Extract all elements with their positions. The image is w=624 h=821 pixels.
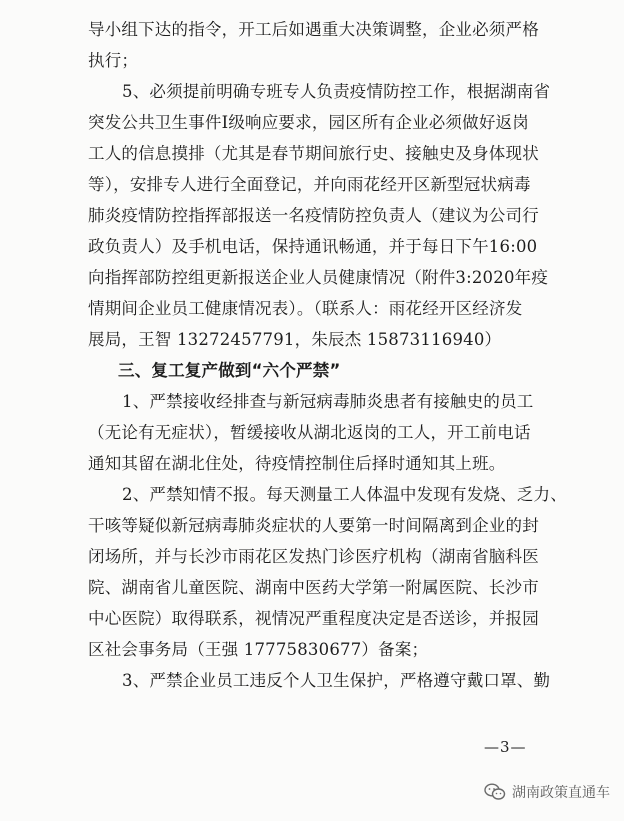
text-line: 干咳等疑似新冠病毒肺炎症状的人要第一时间隔离到企业的封 <box>88 516 539 535</box>
text-line: 导小组下达的指令，开工后如遇重大决策调整，企业必须严格 <box>88 20 539 39</box>
paragraph-start: 5、必须提前明确专班专人负责疫情防控工作，根据湖南省 <box>122 82 551 101</box>
page-number: —3— <box>484 738 527 756</box>
text-line: 突发公共卫生事件I级响应要求，园区所有企业必须做好返岗 <box>88 113 529 132</box>
document-body <box>88 14 567 696</box>
text-line: 展局，王智 13272457791，朱辰杰 15873116940） <box>88 330 502 349</box>
text-line: 向指挥部防控组更新报送企业人员健康情况（附件3:2020年疫 <box>88 268 549 287</box>
text-line: 工人的信息摸排（尤其是春节期间旅行史、接触史及身体现状 <box>88 144 539 163</box>
section-heading: 三、复工复产做到“六个严禁” <box>118 361 341 380</box>
text-line: 通知其留在湖北住处，待疫情控制住后择时通知其上班。 <box>88 454 506 473</box>
text-line: 区社会事务局（王强 17775830677）备案； <box>88 640 429 659</box>
text-line: 闭场所，并与长沙市雨花区发热门诊医疗机构（湖南省脑科医 <box>88 547 539 566</box>
text-line: 情期间企业员工健康情况表）。（联系人：雨花经开区经济发 <box>88 299 523 318</box>
watermark-text: 湖南政策直通车 <box>512 785 610 801</box>
text-line: 执行； <box>88 51 139 70</box>
text-line: 中心医院）取得联系，视情况严重程度决定是否送诊，并报园 <box>88 609 539 628</box>
text-line: 等），安排专人进行全面登记，并向雨花经开区新型冠状病毒 <box>88 175 531 194</box>
paragraph-start: 3、严禁企业员工违反个人卫生保护，严格遵守戴口罩、勤 <box>122 671 551 690</box>
text-line: （无论有无症状），暂缓接收从湖北返岗的工人，开工前电话 <box>88 423 531 442</box>
text-line: 肺炎疫情防控指挥部报送一名疫情防控负责人（建议为公司行 <box>88 206 539 225</box>
paragraph-start: 2、严禁知情不报。每天测量工人体温中发现有发烧、乏力、 <box>122 485 567 504</box>
text-line: 政负责人）及手机电话，保持通讯畅通，并于每日下午16:00 <box>88 237 538 256</box>
wechat-icon <box>484 783 506 801</box>
watermark <box>484 782 610 802</box>
paragraph-start: 1、严禁接收经排查与新冠病毒肺炎患者有接触史的员工 <box>122 392 534 411</box>
text-line: 院、湖南省儿童医院、湖南中医药大学第一附属医院、长沙市 <box>88 578 539 597</box>
